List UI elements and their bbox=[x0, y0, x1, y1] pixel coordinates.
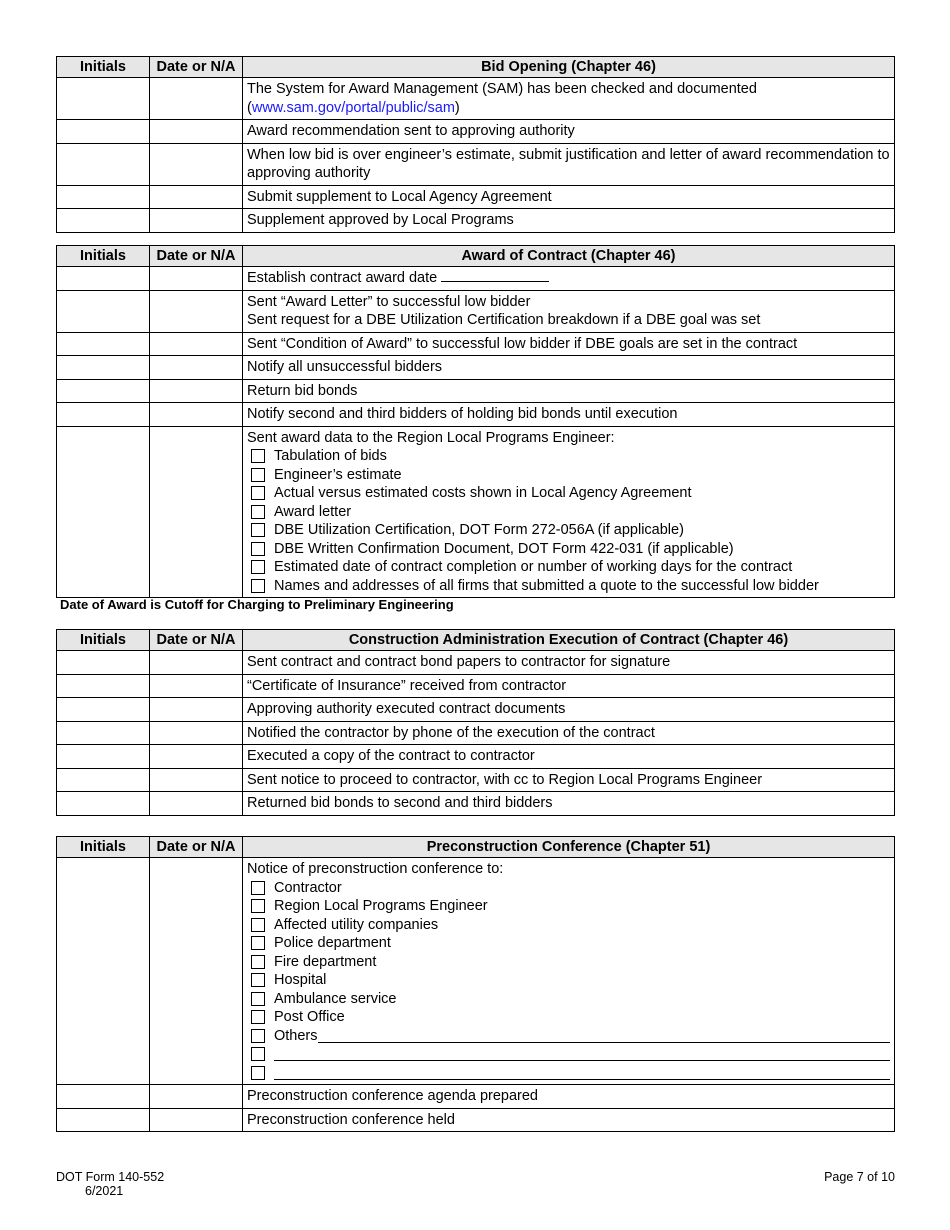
date-cell[interactable] bbox=[150, 651, 243, 675]
checklist-label: Fire department bbox=[274, 953, 377, 970]
checklist-item bbox=[247, 447, 894, 466]
checklist-label: Award letter bbox=[274, 503, 352, 520]
initials-cell[interactable] bbox=[57, 403, 150, 427]
task-cell bbox=[243, 858, 895, 1085]
date-cell[interactable] bbox=[150, 332, 243, 356]
task-cell: Award recommendation sent to approving authority bbox=[243, 120, 895, 144]
initials-header: Initials bbox=[57, 630, 150, 651]
initials-cell[interactable] bbox=[57, 143, 150, 185]
task-cell bbox=[243, 78, 895, 120]
date-cell[interactable] bbox=[150, 120, 243, 144]
checklist-item bbox=[247, 971, 894, 990]
checklist-item-blank bbox=[247, 1064, 894, 1083]
table-row bbox=[57, 379, 895, 403]
date-header: Date or N/A bbox=[150, 837, 243, 858]
checklist-label: Affected utility companies bbox=[274, 916, 439, 933]
sam-text: The System for Award Management (SAM) has been checked and documented bbox=[247, 81, 757, 97]
checklist-label: Contractor bbox=[274, 879, 342, 896]
checklist-item bbox=[247, 990, 894, 1009]
checklist-label: Post Office bbox=[274, 1009, 345, 1025]
date-cell[interactable] bbox=[150, 379, 243, 403]
table-row bbox=[57, 721, 895, 745]
checkbox[interactable] bbox=[251, 486, 265, 500]
task-cell: Notified the contractor by phone of the execution of the contract bbox=[243, 721, 895, 745]
initials-cell[interactable] bbox=[57, 858, 150, 1085]
table-row bbox=[57, 768, 895, 792]
task-cell: Supplement approved by Local Programs bbox=[243, 209, 895, 233]
checklist-label: Tabulation of bids bbox=[274, 448, 387, 464]
date-cell[interactable] bbox=[150, 792, 243, 816]
table-row bbox=[57, 426, 895, 598]
table-row bbox=[57, 209, 895, 233]
task-cell bbox=[243, 267, 895, 291]
table-row bbox=[57, 332, 895, 356]
section-title: Preconstruction Conference (Chapter 51) bbox=[243, 837, 895, 858]
checkbox[interactable] bbox=[251, 899, 265, 913]
date-cell[interactable] bbox=[150, 426, 243, 598]
checklist-item bbox=[247, 897, 894, 916]
award-table bbox=[56, 245, 895, 598]
date-cell[interactable] bbox=[150, 78, 243, 120]
table-row bbox=[57, 858, 895, 1085]
checkbox[interactable] bbox=[251, 523, 265, 537]
date-cell[interactable] bbox=[150, 290, 243, 332]
task-cell: Notify all unsuccessful bidders bbox=[243, 356, 895, 380]
checklist-label: Hospital bbox=[274, 972, 327, 988]
bid-opening-table bbox=[56, 56, 895, 233]
initials-cell[interactable] bbox=[57, 267, 150, 291]
task-cell bbox=[243, 426, 895, 598]
initials-cell[interactable] bbox=[57, 1085, 150, 1109]
date-cell[interactable] bbox=[150, 698, 243, 722]
award-date-blank[interactable] bbox=[441, 269, 549, 282]
date-cell[interactable] bbox=[150, 1085, 243, 1109]
table-header-row bbox=[57, 630, 895, 651]
table-row bbox=[57, 143, 895, 185]
initials-cell[interactable] bbox=[57, 379, 150, 403]
task-cell bbox=[243, 290, 895, 332]
checkbox[interactable] bbox=[251, 936, 265, 950]
checklist-item bbox=[247, 466, 894, 485]
checklist-item bbox=[247, 484, 894, 503]
checklist-label: Ambulance service bbox=[274, 990, 397, 1007]
checkbox[interactable] bbox=[251, 955, 265, 969]
blank-fill-line[interactable] bbox=[274, 1066, 890, 1080]
initials-cell[interactable] bbox=[57, 185, 150, 209]
initials-header: Initials bbox=[57, 57, 150, 78]
checklist-label: Police department bbox=[274, 935, 391, 951]
table-row bbox=[57, 403, 895, 427]
initials-cell[interactable] bbox=[57, 78, 150, 120]
checklist-label: Actual versus estimated costs shown in Local Agency Agreement bbox=[274, 485, 692, 501]
checkbox[interactable] bbox=[251, 1029, 265, 1043]
checklist-item-blank bbox=[247, 1045, 894, 1064]
initials-cell[interactable] bbox=[57, 426, 150, 598]
checkbox[interactable] bbox=[251, 918, 265, 932]
checklist-label: Others bbox=[274, 1027, 318, 1044]
checklist-item bbox=[247, 558, 894, 577]
page-number: Page 7 of 10 bbox=[824, 1170, 895, 1184]
checkbox[interactable] bbox=[251, 881, 265, 895]
checkbox[interactable] bbox=[251, 1010, 265, 1024]
section-title: Bid Opening (Chapter 46) bbox=[243, 57, 895, 78]
dbe-request-line: Sent request for a DBE Utilization Certification breakdown if a DBE goal was set bbox=[247, 312, 761, 328]
task-cell: Notify second and third bidders of holding bid bonds until execution bbox=[243, 403, 895, 427]
sam-link[interactable]: www.sam.gov/portal/public/sam bbox=[251, 99, 455, 116]
date-cell[interactable] bbox=[150, 267, 243, 291]
task-cell: When low bid is over engineer’s estimate, submit justification and letter of award recommendation to approving authority bbox=[243, 143, 895, 185]
date-header: Date or N/A bbox=[150, 630, 243, 651]
initials-cell[interactable] bbox=[57, 768, 150, 792]
table-row bbox=[57, 698, 895, 722]
section-title: Construction Administration Execution of Contract (Chapter 46) bbox=[243, 630, 895, 651]
checkbox[interactable] bbox=[251, 579, 265, 593]
sent-award-data-label: Sent award data to the Region Local Programs Engineer: bbox=[247, 429, 615, 446]
initials-cell[interactable] bbox=[57, 651, 150, 675]
date-cell[interactable] bbox=[150, 356, 243, 380]
checkbox[interactable] bbox=[251, 542, 265, 556]
table-row bbox=[57, 185, 895, 209]
date-cell[interactable] bbox=[150, 185, 243, 209]
checkbox[interactable] bbox=[251, 505, 265, 519]
table-row bbox=[57, 267, 895, 291]
task-cell: Executed a copy of the contract to contractor bbox=[243, 745, 895, 769]
establish-text: Establish contract award date bbox=[247, 270, 438, 286]
checklist-item bbox=[247, 953, 894, 972]
checkbox[interactable] bbox=[251, 1066, 265, 1080]
checkbox[interactable] bbox=[251, 560, 265, 574]
task-cell: “Certificate of Insurance” received from contractor bbox=[243, 674, 895, 698]
initials-cell[interactable] bbox=[57, 721, 150, 745]
checklist-label: Engineer’s estimate bbox=[274, 466, 402, 483]
checklist-label: DBE Utilization Certification, DOT Form 272-056A (if applicable) bbox=[274, 522, 684, 538]
construction-table bbox=[56, 629, 895, 816]
initials-cell[interactable] bbox=[57, 290, 150, 332]
section-title: Award of Contract (Chapter 46) bbox=[243, 246, 895, 267]
initials-cell[interactable] bbox=[57, 356, 150, 380]
date-cell[interactable] bbox=[150, 745, 243, 769]
checklist-label: Names and addresses of all firms that submitted a quote to the successful low bidder bbox=[274, 577, 819, 594]
initials-cell[interactable] bbox=[57, 792, 150, 816]
initials-cell[interactable] bbox=[57, 332, 150, 356]
initials-cell[interactable] bbox=[57, 1108, 150, 1132]
date-cell[interactable] bbox=[150, 403, 243, 427]
table-row bbox=[57, 290, 895, 332]
date-header: Date or N/A bbox=[150, 57, 243, 78]
form-date: 6/2021 bbox=[85, 1184, 124, 1198]
table-row bbox=[57, 78, 895, 120]
checklist-label: Estimated date of contract completion or number of working days for the contract bbox=[274, 559, 793, 575]
initials-cell[interactable] bbox=[57, 674, 150, 698]
task-cell: Preconstruction conference agenda prepared bbox=[243, 1085, 895, 1109]
table-row bbox=[57, 792, 895, 816]
initials-cell[interactable] bbox=[57, 209, 150, 233]
checkbox[interactable] bbox=[251, 973, 265, 987]
notice-label: Notice of preconstruction conference to: bbox=[247, 861, 504, 877]
task-cell: Sent contract and contract bond papers to contractor for signature bbox=[243, 651, 895, 675]
award-letter-line: Sent “Award Letter” to successful low bidder bbox=[247, 293, 531, 310]
blank-fill-line[interactable] bbox=[274, 1047, 890, 1061]
task-cell: Approving authority executed contract documents bbox=[243, 698, 895, 722]
task-cell: Submit supplement to Local Agency Agreement bbox=[243, 185, 895, 209]
table-header-row bbox=[57, 57, 895, 78]
initials-header: Initials bbox=[57, 246, 150, 267]
checklist-item-others bbox=[247, 1027, 894, 1046]
table-row bbox=[57, 1085, 895, 1109]
initials-cell[interactable] bbox=[57, 120, 150, 144]
task-cell: Sent “Condition of Award” to successful low bidder if DBE goals are set in the contract bbox=[243, 332, 895, 356]
checklist-item bbox=[247, 521, 894, 540]
task-cell: Preconstruction conference held bbox=[243, 1108, 895, 1132]
date-cell[interactable] bbox=[150, 674, 243, 698]
checklist-label: DBE Written Confirmation Document, DOT Form 422-031 (if applicable) bbox=[274, 540, 734, 557]
checklist-item bbox=[247, 916, 894, 935]
cutoff-note: Date of Award is Cutoff for Charging to Preliminary Engineering bbox=[60, 597, 454, 612]
task-cell: Returned bid bonds to second and third bidders bbox=[243, 792, 895, 816]
checkbox[interactable] bbox=[251, 992, 265, 1006]
table-header-row bbox=[57, 837, 895, 858]
sam-close: ) bbox=[454, 99, 460, 116]
date-cell[interactable] bbox=[150, 143, 243, 185]
others-fill-line[interactable] bbox=[318, 1029, 890, 1043]
date-cell[interactable] bbox=[150, 721, 243, 745]
checklist-item bbox=[247, 934, 894, 953]
initials-cell[interactable] bbox=[57, 745, 150, 769]
date-cell[interactable] bbox=[150, 858, 243, 1085]
checklist-item bbox=[247, 879, 894, 898]
checkbox[interactable] bbox=[251, 449, 265, 463]
checklist-label: Region Local Programs Engineer bbox=[274, 898, 488, 914]
table-row bbox=[57, 1108, 895, 1132]
initials-header: Initials bbox=[57, 837, 150, 858]
date-cell[interactable] bbox=[150, 768, 243, 792]
task-cell: Return bid bonds bbox=[243, 379, 895, 403]
checkbox[interactable] bbox=[251, 1047, 265, 1061]
table-row bbox=[57, 120, 895, 144]
table-row bbox=[57, 651, 895, 675]
table-row bbox=[57, 674, 895, 698]
table-row bbox=[57, 356, 895, 380]
form-number: DOT Form 140-552 bbox=[56, 1170, 165, 1184]
checklist-item bbox=[247, 1008, 894, 1027]
date-cell[interactable] bbox=[150, 209, 243, 233]
table-row bbox=[57, 745, 895, 769]
checkbox[interactable] bbox=[251, 468, 265, 482]
date-cell[interactable] bbox=[150, 1108, 243, 1132]
date-header: Date or N/A bbox=[150, 246, 243, 267]
initials-cell[interactable] bbox=[57, 698, 150, 722]
precon-table bbox=[56, 836, 895, 1132]
sam-open: ( bbox=[247, 99, 252, 116]
checklist-item bbox=[247, 503, 894, 522]
task-cell: Sent notice to proceed to contractor, with cc to Region Local Programs Engineer bbox=[243, 768, 895, 792]
checklist-item bbox=[247, 577, 894, 596]
table-header-row bbox=[57, 246, 895, 267]
checklist-item bbox=[247, 540, 894, 559]
